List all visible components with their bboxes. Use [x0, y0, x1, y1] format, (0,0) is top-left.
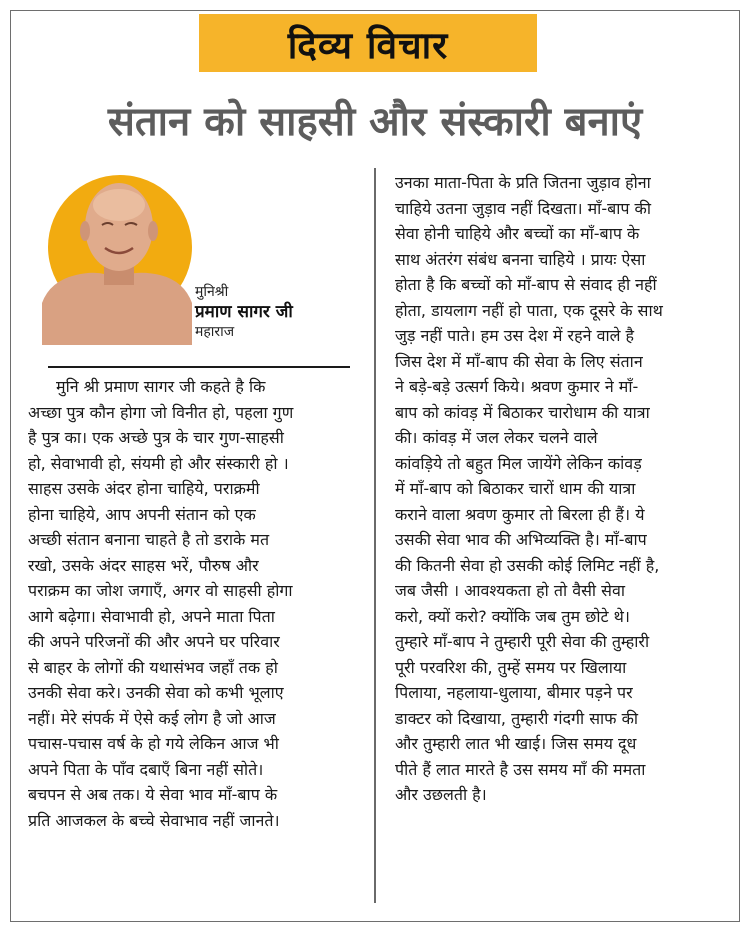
article-line: अच्छा पुत्र कौन होगा जो विनीत हो, पहला गुण: [28, 402, 294, 422]
article-line: बाप को कांवड़ में बिठाकर चारोधाम की यात्रा: [395, 402, 650, 422]
article-line: हो, सेवाभावी हो, संयमी हो और संस्कारी हो ।: [28, 453, 289, 473]
article-line: साहस उसके अंदर होना चाहिये, पराक्रमी: [28, 479, 260, 498]
article-line: चाहिये उतना जुड़ाव नहीं दिखता। माँ-बाप की: [395, 198, 651, 218]
author-byline: [195, 282, 293, 342]
article-line: नहीं। मेरे संपर्क में ऐसे कई लोग है जो आज: [28, 708, 276, 728]
article-line: जिस देश में माँ-बाप की सेवा के लिए संतान: [395, 351, 643, 371]
article-line: अच्छी संतान बनाना चाहते है तो डराके मत: [28, 530, 270, 549]
byline-rule: [48, 366, 350, 368]
article-line: ने बड़े-बड़े उत्सर्ग किये। श्रवण कुमार ने माँ-: [395, 377, 639, 396]
article-line: पीते हैं लात मारते है उस समय माँ की ममता: [395, 759, 646, 779]
article-line: करो, क्यों करो? क्योंकि जब तुम छोटे थे।: [395, 606, 630, 626]
column-divider: [374, 168, 376, 903]
article-line: उनका माता-पिता के प्रति जितना जुड़ाव होना: [395, 173, 651, 192]
article-line: जब जैसी । आवश्यकता हो तो वैसी सेवा: [395, 581, 626, 600]
article-line: उसकी सेवा भाव की अभिव्यक्ति है। माँ-बाप: [395, 530, 647, 549]
article-line: होता है कि बच्चों को माँ-बाप से संवाद ही नहीं: [395, 275, 657, 294]
author-photo: [42, 175, 192, 345]
article-line: बचपन से अब तक। ये सेवा भाव माँ-बाप के: [28, 785, 278, 804]
article-line: की कितनी सेवा हो उसकी कोई लिमिट नहीं है,: [395, 555, 660, 575]
article-line: पचास-पचास वर्ष के हो गये लेकिन आज भी: [28, 734, 279, 753]
author-name: प्रमाण सागर जी: [195, 302, 293, 322]
article-line: से बाहर के लोगों की यथासंभव जहाँ तक हो: [28, 657, 278, 677]
author-suffix: महाराज: [195, 324, 235, 340]
article-headline: संतान को साहसी और संस्कारी बनाएं: [107, 99, 643, 145]
article-line: में माँ-बाप को बिठाकर चारों धाम की यात्रा: [395, 479, 636, 498]
article-line: आगे बढ़ेगा। सेवाभावी हो, अपने माता पिता: [28, 606, 275, 626]
section-label: दिव्य विचार: [287, 23, 449, 67]
article-line: और तुम्हारी लात भी खाई। जिस समय दूध: [395, 734, 637, 753]
article-line: डाक्टर को दिखाया, तुम्हारी गंदगी साफ की: [395, 708, 639, 728]
article-line: रखो, उसके अंदर साहस भरें, पौरुष और: [28, 555, 259, 575]
article-line: साथ अंतरंग संबंध बनना चाहिये । प्रायः ऐसा: [395, 249, 646, 269]
article-line: कांवड़िये तो बहुत मिल जायेंगे लेकिन कांवड़: [395, 453, 642, 473]
article-line: पिलाया, नहलाया-धुलाया, बीमार पड़ने पर: [395, 683, 633, 702]
author-prefix: मुनिश्री: [195, 284, 229, 300]
article-column-left: [28, 374, 360, 833]
article-line: होना चाहिये, आप अपनी संतान को एक: [28, 504, 256, 524]
article-line: पूरी परवरिश की, तुम्हें समय पर खिलाया: [395, 657, 627, 677]
article-line: कराने वाला श्रवण कुमार तो बिरला ही हैं। ये: [395, 504, 645, 524]
article-line: अपने पिता के पाँव दबाएँ बिना नहीं सोते।: [28, 759, 264, 779]
article-line: प्रति आजकल के बच्चे सेवाभाव नहीं जानते।: [28, 810, 280, 830]
article-column-right: [395, 170, 730, 808]
section-banner: [199, 14, 537, 72]
article-line: मुनि श्री प्रमाण सागर जी कहते है कि: [56, 377, 266, 396]
article-line: पराक्रम का जोश जगाएँ, अगर वो साहसी होगा: [28, 581, 293, 600]
article-line: तुम्हारे माँ-बाप ने तुम्हारी पूरी सेवा की तुम्हारी: [395, 632, 650, 651]
article-line: और उछलती है।: [395, 785, 487, 804]
article-line: की अपने परिजनों की और अपने घर परिवार: [28, 632, 280, 651]
article-line: सेवा होनी चाहिये और बच्चों का माँ-बाप के: [395, 224, 640, 243]
article-line: की। कांवड़ में जल लेकर चलने वाले: [395, 428, 598, 447]
article-line: उनकी सेवा करे। उनकी सेवा को कभी भूलाए: [28, 683, 284, 702]
article-line: है पुत्र का। एक अच्छे पुत्र के चार गुण-साहसी: [28, 428, 284, 447]
article-line: जुड़ नहीं पाते। हम उस देश में रहने वाले है: [395, 326, 635, 345]
article-line: होता, डायलाग नहीं हो पाता, एक दूसरे के साथ: [395, 300, 663, 320]
